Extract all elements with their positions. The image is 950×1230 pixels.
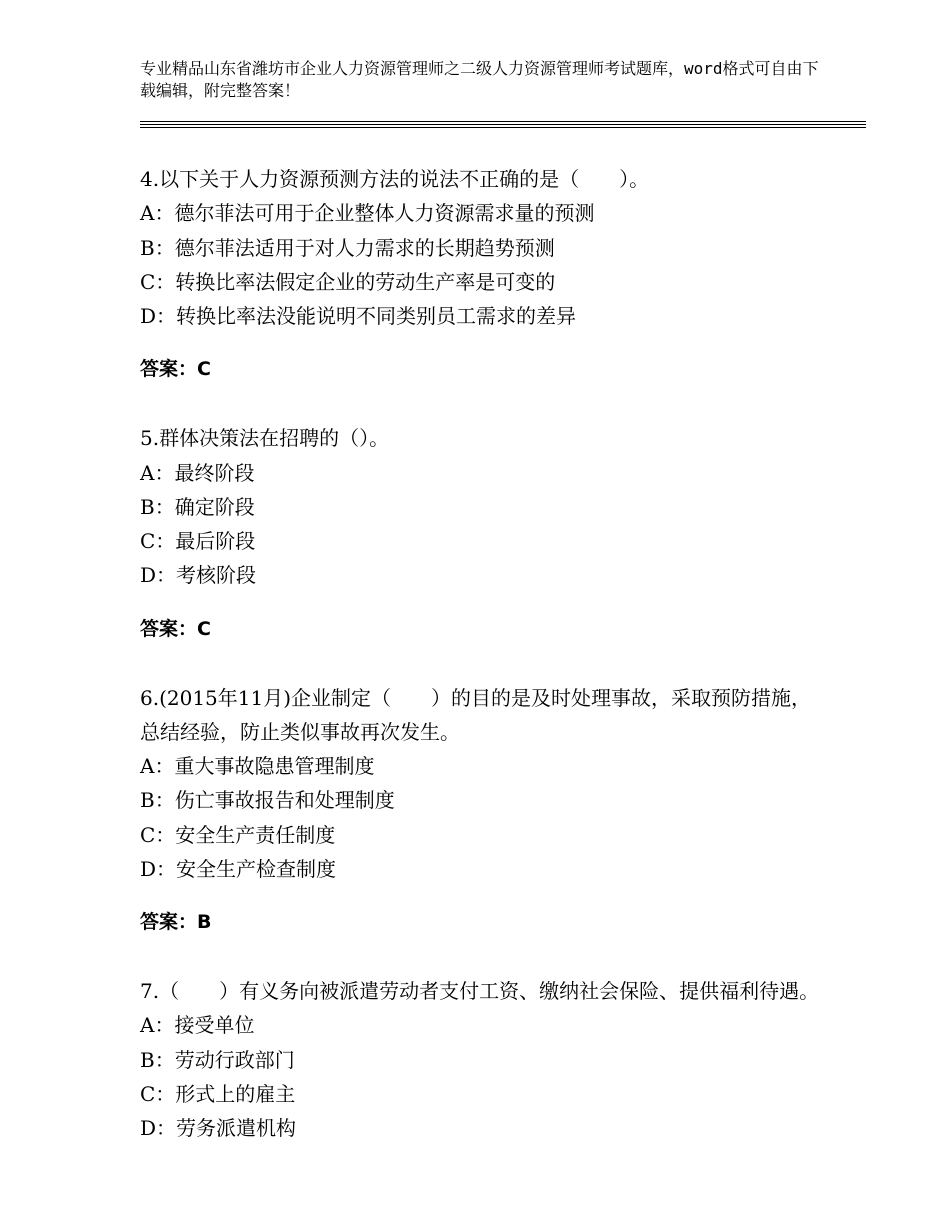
question-list [140, 162, 830, 1180]
question-stem: 7.（ ）有义务向被派遣劳动者支付工资、缴纳社会保险、提供福利待遇。 [140, 979, 820, 1004]
question-5 [140, 421, 830, 646]
option-b: B：劳动行政部门 [140, 1047, 295, 1072]
option-c: C：转换比率法假定企业的劳动生产率是可变的 [140, 269, 556, 294]
option-a: A：接受单位 [140, 1013, 255, 1038]
option-b: B：确定阶段 [140, 494, 255, 519]
document-header: 专业精品山东省潍坊市企业人力资源管理师之二级人力资源管理师考试题库，word格式可自由下载编辑，附完整答案！ [140, 59, 819, 100]
answer-value: C [197, 358, 211, 381]
option-d: D：劳务派遣机构 [140, 1116, 297, 1141]
question-7 [140, 974, 830, 1145]
answer-label: 答案： [140, 358, 198, 381]
answer-line [140, 905, 830, 939]
option-d: D：考核阶段 [140, 563, 257, 588]
option-b: B：德尔菲法适用于对人力需求的长期趋势预测 [140, 235, 555, 260]
header-divider-line [140, 127, 866, 128]
answer-value: C [197, 617, 211, 640]
option-a: A：重大事故隐患管理制度 [140, 754, 375, 779]
option-c: C：安全生产责任制度 [140, 822, 336, 847]
option-c: C：形式上的雇主 [140, 1082, 296, 1107]
option-a: A：德尔菲法可用于企业整体人力资源需求量的预测 [140, 201, 595, 226]
option-d: D：安全生产检查制度 [140, 857, 337, 882]
question-4 [140, 162, 830, 387]
answer-line [140, 612, 830, 646]
answer-value: B [197, 911, 212, 934]
question-stem: 4.以下关于人力资源预测方法的说法不正确的是（ ）。 [140, 167, 650, 191]
header-divider-line [140, 124, 866, 125]
question-stem: 5.群体决策法在招聘的（）。 [140, 426, 390, 451]
answer-label: 答案： [140, 617, 198, 640]
question-6 [140, 681, 830, 940]
answer-line [140, 352, 830, 386]
answer-label: 答案： [140, 911, 198, 934]
header-divider-line [140, 121, 866, 122]
option-c: C：最后阶段 [140, 529, 256, 554]
option-b: B：伤亡事故报告和处理制度 [140, 788, 395, 813]
option-a: A：最终阶段 [140, 460, 255, 485]
option-d: D：转换比率法没能说明不同类别员工需求的差异 [140, 304, 577, 329]
question-stem: 6.(2015年11月)企业制定（ ）的目的是及时处理事故，采取预防措施，总结经验，防止类似事故再次发生。 [140, 685, 812, 744]
